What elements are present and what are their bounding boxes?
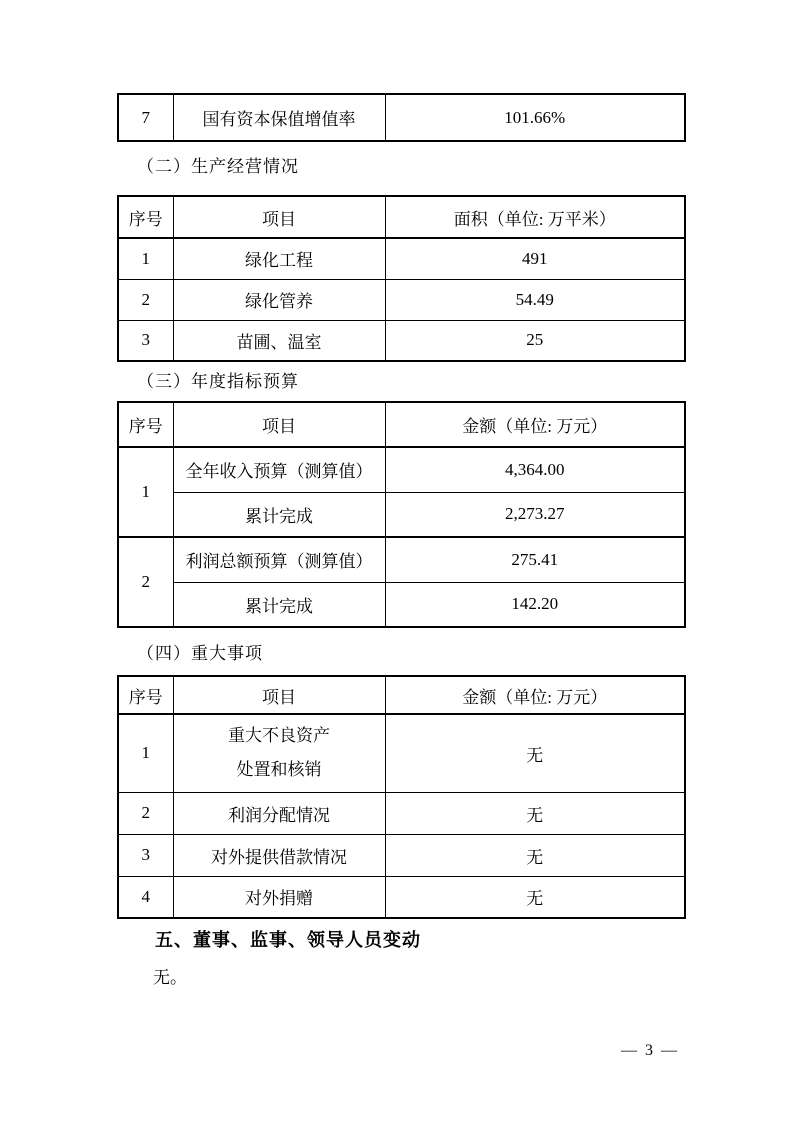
table-row [118, 238, 685, 279]
major-events-table [117, 675, 686, 919]
page-number: — 3 — [621, 1042, 679, 1059]
section-heading-production: （二）生产经营情况 [137, 157, 299, 176]
row-number-cell: 7 [118, 94, 173, 141]
item-cell: 对外捐赠 [173, 876, 385, 918]
table-row [118, 492, 685, 537]
table-row [118, 537, 685, 582]
budget-table [117, 401, 686, 628]
section-heading-personnel-changes: 五、董事、监事、领导人员变动 [155, 930, 421, 950]
value-cell: 无 [385, 834, 685, 876]
value-cell: 25 [385, 320, 685, 361]
table-row [118, 582, 685, 627]
table-row [118, 447, 685, 492]
value-cell: 无 [385, 714, 685, 792]
row-number-cell: 2 [118, 279, 173, 320]
row-number-cell: 1 [118, 447, 173, 537]
header-no: 序号 [118, 196, 173, 238]
value-cell: 无 [385, 876, 685, 918]
item-cell: 利润分配情况 [173, 792, 385, 834]
header-item: 项目 [173, 402, 385, 447]
value-cell: 54.49 [385, 279, 685, 320]
header-item: 项目 [173, 196, 385, 238]
item-cell: 绿化工程 [173, 238, 385, 279]
header-item: 项目 [173, 676, 385, 714]
carryover-table [117, 93, 686, 142]
value-cell: 无 [385, 792, 685, 834]
section-body-text: 无。 [153, 968, 187, 987]
value-cell: 275.41 [385, 537, 685, 582]
page-content [117, 93, 686, 989]
item-cell: 累计完成 [173, 492, 385, 537]
table-header-row [118, 402, 685, 447]
section-heading-major-events: （四）重大事项 [137, 644, 263, 663]
table-row [118, 876, 685, 918]
item-cell: 国有资本保值增值率 [173, 94, 385, 141]
row-number-cell: 2 [118, 792, 173, 834]
table-row [118, 279, 685, 320]
row-number-cell: 1 [118, 238, 173, 279]
header-no: 序号 [118, 402, 173, 447]
header-value: 面积（单位: 万平米） [385, 196, 685, 238]
row-number-cell: 3 [118, 320, 173, 361]
value-cell: 101.66% [385, 94, 685, 141]
table-header-row [118, 676, 685, 714]
row-number-cell: 1 [118, 714, 173, 792]
value-cell: 491 [385, 238, 685, 279]
table-row [118, 320, 685, 361]
item-cell: 苗圃、温室 [173, 320, 385, 361]
section-heading-budget: （三）年度指标预算 [137, 372, 299, 391]
item-cell: 绿化管养 [173, 279, 385, 320]
value-cell: 142.20 [385, 582, 685, 627]
item-cell: 累计完成 [173, 582, 385, 627]
item-cell [173, 714, 385, 792]
item-cell: 利润总额预算（测算值） [173, 537, 385, 582]
header-no: 序号 [118, 676, 173, 714]
value-cell: 2,273.27 [385, 492, 685, 537]
item-line: 处置和核销 [236, 760, 322, 780]
table-row [118, 792, 685, 834]
table-row [118, 834, 685, 876]
row-number-cell: 3 [118, 834, 173, 876]
item-line: 重大不良资产 [228, 726, 330, 746]
item-cell: 全年收入预算（测算值） [173, 447, 385, 492]
header-value: 金额（单位: 万元） [385, 402, 685, 447]
header-value: 金额（单位: 万元） [385, 676, 685, 714]
row-number-cell: 2 [118, 537, 173, 627]
production-table [117, 195, 686, 362]
table-row [118, 94, 685, 141]
table-row [118, 714, 685, 792]
row-number-cell: 4 [118, 876, 173, 918]
item-cell: 对外提供借款情况 [173, 834, 385, 876]
table-header-row [118, 196, 685, 238]
value-cell: 4,364.00 [385, 447, 685, 492]
